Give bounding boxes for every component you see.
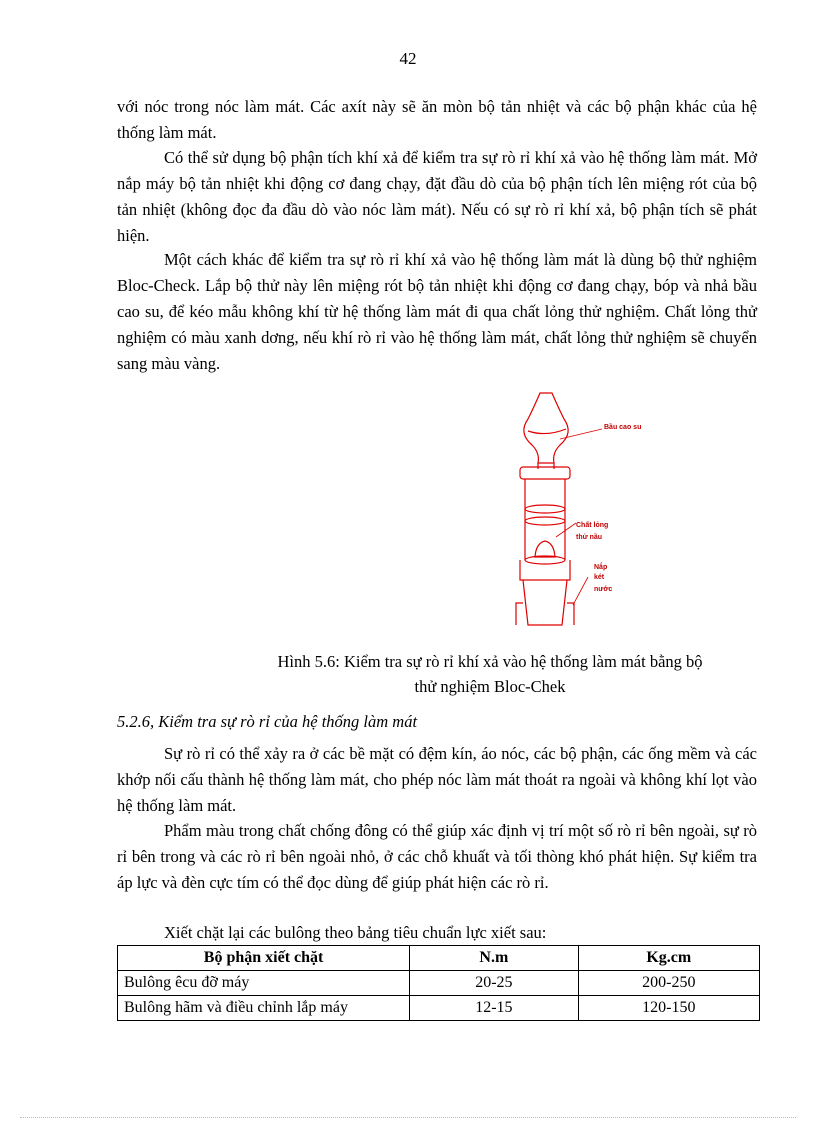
label-bulb: Bầu cao su <box>604 424 642 431</box>
page-bottom-divider <box>20 1117 796 1118</box>
table-cell: 12-15 <box>410 996 578 1021</box>
table-header-row <box>118 946 760 971</box>
paragraph-1: với nóc trong nóc làm mát. Các axít này sẽ ăn mòn bộ tản nhiệt và các bộ phận khác của hệ thống làm mát. <box>117 97 757 142</box>
table-row <box>118 971 760 996</box>
bloc-check-figure <box>490 385 690 635</box>
label-liquid-1: Chất lỏng <box>576 522 609 529</box>
label-cap-1: Nắp <box>594 564 608 571</box>
figure-caption <box>230 649 750 699</box>
table-cell: 200-250 <box>578 971 759 996</box>
table-header: Kg.cm <box>578 946 759 971</box>
table-cell: Bulông hãm và điều chỉnh lắp máy <box>118 996 410 1021</box>
figure-caption-line-1: Hình 5.6: Kiểm tra sự rò rỉ khí xả vào hệ thống làm mát bằng bộ <box>277 652 703 671</box>
section-heading: 5.2.6, Kiểm tra sự rò rỉ của hệ thống làm mát <box>117 712 418 731</box>
label-cap-2: két <box>594 574 605 581</box>
label-liquid-2: thử nầu <box>576 534 603 541</box>
label-cap-3: nước <box>594 586 613 593</box>
figure-caption-line-2: thử nghiệm Bloc-Chek <box>414 677 566 696</box>
torque-table <box>117 945 760 1021</box>
table-header: N.m <box>410 946 578 971</box>
table-cell: 20-25 <box>410 971 578 996</box>
table-cell: 120-150 <box>578 996 759 1021</box>
table-cell: Bulông êcu đỡ máy <box>118 971 410 996</box>
table-header: Bộ phận xiết chặt <box>118 946 410 971</box>
paragraph-3: Một cách khác để kiểm tra sự rò rỉ khí xả vào hệ thống làm mát là dùng bộ thử nghiệm Bloc-Check. Lắp bộ thử này lên miệng rót bộ tản nhiệt khi động cơ đang chạy, bóp và nhả bầu cao su, để kéo mẫu không khí từ hệ thống làm mát đi qua chất lỏng thử nghiệm. Chất lỏng thử nghiệm có màu xanh dơng, nếu khí rò rỉ vào hệ thống làm mát, chất lỏng thử nghiệm sẽ chuyển sang màu vàng. <box>117 250 757 373</box>
table-row <box>118 996 760 1021</box>
paragraph-4: Sự rò rỉ có thể xảy ra ở các bề mặt có đệm kín, áo nóc, các bộ phận, các ống mềm và các khớp nối cấu thành hệ thống làm mát, cho phép nóc làm mát thoát ra ngoài và không khí lọt vào hệ thống làm mát. <box>117 744 757 815</box>
paragraph-2: Có thể sử dụng bộ phận tích khí xả để kiểm tra sự rò rỉ khí xả vào hệ thống làm mát. Mở nắp máy bộ tản nhiệt khi động cơ đang chạy, đặt đầu dò của bộ phận tích lên miệng rót của bộ tản nhiệt (không đọc đa đầu dò vào nóc làm mát). Nếu có sự rò rỉ khí xả, bộ phận tích sẽ phát hiện. <box>117 148 757 245</box>
paragraph-6: Xiết chặt lại các bulông theo bảng tiêu chuẩn lực xiết sau: <box>164 923 547 942</box>
paragraph-5: Phẩm màu trong chất chống đông có thể giúp xác định vị trí một số rò rỉ bên ngoài, sự rò rỉ bên trong và các rò rỉ bên ngoài nhỏ, ở các chỗ khuất và tối thòng khó phát hiện. Sự kiểm tra áp lực và đèn cực tím có thể đọc dùng để giúp phát hiện các rò rỉ. <box>117 821 757 892</box>
page-number: 42 <box>399 49 417 68</box>
bloc-check-device <box>516 393 574 625</box>
